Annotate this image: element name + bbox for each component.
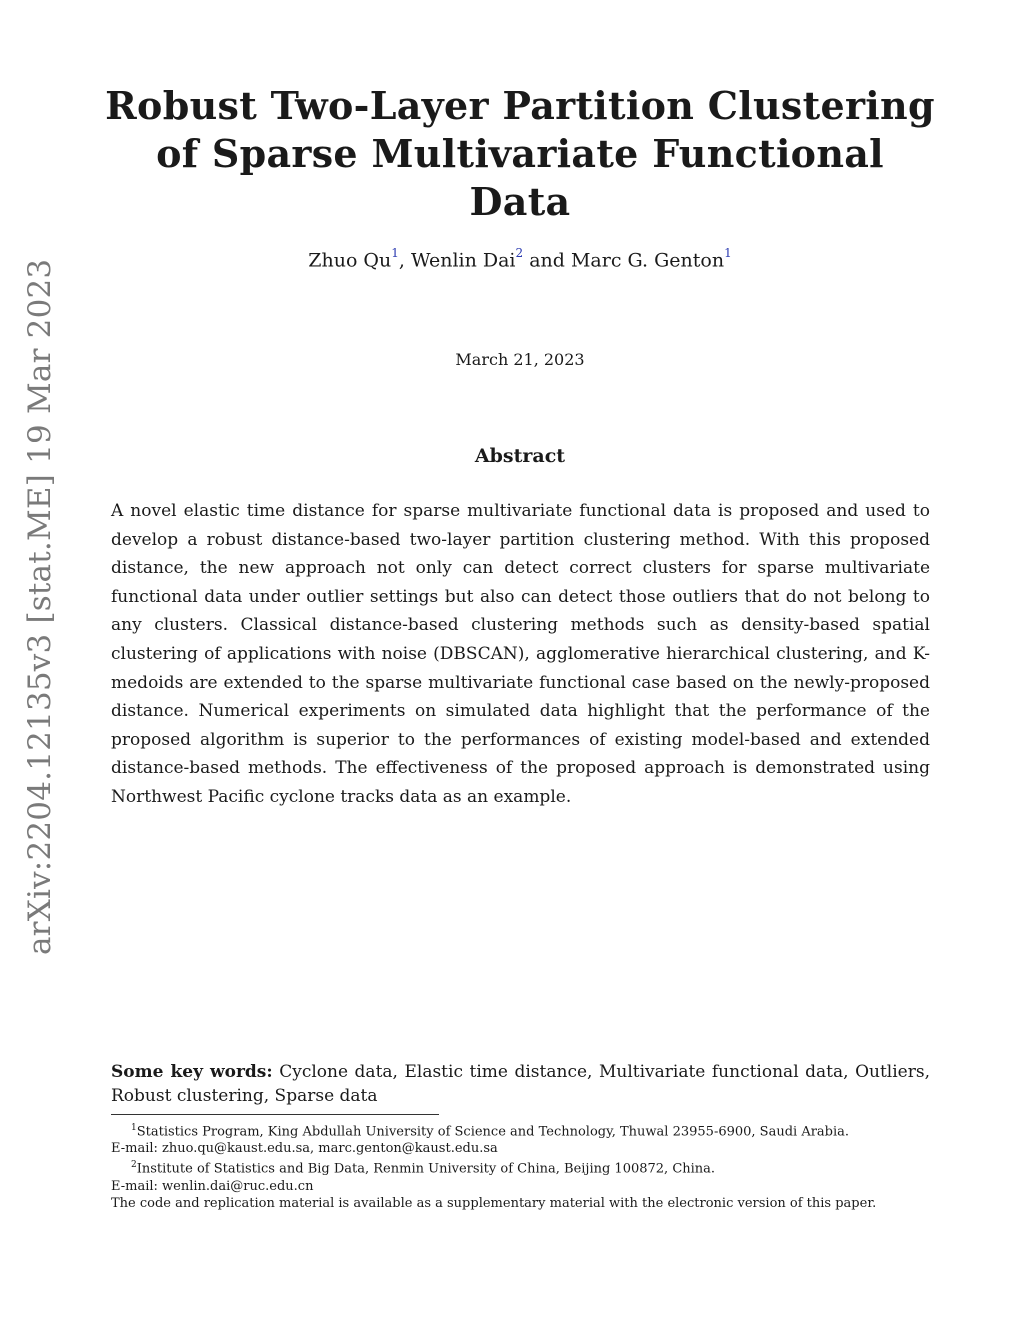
keywords-list: Cyclone data, Elastic time distance, Multivariate functional data, Outliers, Robust clustering, Sparse data [111, 1062, 930, 1106]
affiliation-link[interactable]: 1 [391, 246, 399, 260]
footnotes [111, 1120, 930, 1212]
arxiv-watermark: arXiv:2204.12135v3 [stat.ME] 19 Mar 2023 [22, 258, 58, 955]
keywords [111, 1060, 930, 1108]
footnote-1 [111, 1120, 930, 1140]
affiliation-link[interactable]: 1 [724, 246, 732, 260]
title-line-1: Robust Two-Layer Partition Clustering [105, 83, 935, 128]
author-name: Marc G. Genton [570, 249, 725, 272]
supplementary-note: The code and replication material is available as a supplementary material with the electronic version of this paper. [111, 1195, 877, 1211]
keywords-label: Some key words: [111, 1062, 273, 1082]
author-separator: , [398, 249, 411, 272]
footnote-2 [111, 1157, 930, 1177]
publication-date: March 21, 2023 [455, 350, 585, 369]
abstract-heading: Abstract [474, 445, 566, 467]
abstract-text: A novel elastic time distance for sparse multivariate functional data is proposed and used to develop a robust distance-based two-layer partition clustering method. With this proposed distance, the new approach not only can detect correct clusters for sparse multivariate functional data under outlier settings but also can detect those outliers that do not belong to any clusters. Classical distance-based clustering methods such as density-based spatial clustering of applications with noise (DBSCAN), agglomerative hierarchical clustering, and K-medoids are extended to the sparse multivariate functional case based on the newly-proposed distance. Numerical experiments on simulated data highlight that the performance of the proposed algorithm is superior to the performances of existing model-based and extended distance-based methods. The effectiveness of the proposed approach is demonstrated using Northwest Pacific cyclone tracks data as an example. [111, 501, 930, 807]
author-separator: and [523, 249, 571, 272]
author-list [100, 248, 940, 271]
paper-title [100, 82, 940, 226]
affiliation-link[interactable]: 2 [515, 246, 524, 260]
footnote-2-mark: 2 [131, 1160, 137, 1171]
footnote-divider [111, 1114, 439, 1115]
footnote-1-email: E-mail: zhuo.qu@kaust.edu.sa, marc.genton@kaust.edu.sa [111, 1141, 498, 1157]
author-name: Wenlin Dai [410, 249, 516, 272]
author-name: Zhuo Qu [308, 249, 392, 272]
footnote-1-mark: 1 [131, 1123, 137, 1133]
title-line-2: of Sparse Multivariate Functional Data [156, 131, 884, 224]
footnote-2-email: E-mail: wenlin.dai@ruc.edu.cn [111, 1178, 314, 1194]
footnote-2-text: Institute of Statistics and Big Data, Renmin University of China, Beijing 100872, China. [136, 1161, 716, 1177]
footnote-1-text: Statistics Program, King Abdullah University of Science and Technology, Thuwal 23955-6900, Saudi Arabia. [136, 1124, 850, 1140]
